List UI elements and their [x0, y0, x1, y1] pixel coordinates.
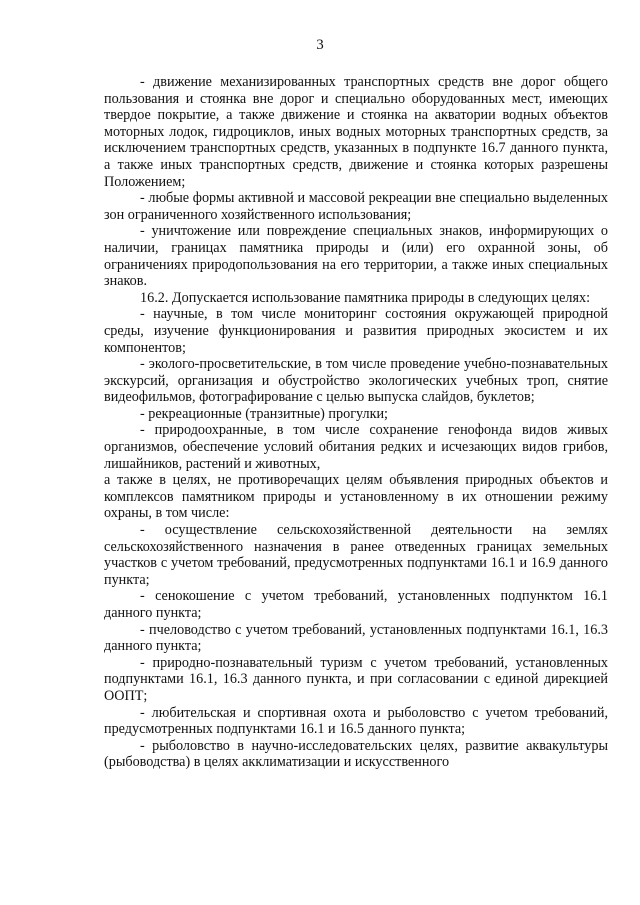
paragraph: - рыболовство в научно-исследовательских целях, развитие аквакультуры (рыбоводства) в целях акклиматизации и искусственного	[104, 737, 608, 771]
paragraph: - любительская и спортивная охота и рыболовство с учетом требований, предусмотренных подпунктами 16.1 и 16.5 данного пункта;	[104, 704, 608, 738]
paragraph: - уничтожение или повреждение специальных знаков, информирующих о наличии, границах памятника природы и (или) его охранной зоны, об ограничениях природопользования на его территории, а также иных специальных знаков.	[104, 223, 608, 290]
paragraph: - эколого-просветительские, в том числе проведение учебно-познавательных экскурсий, организация и обустройство экологических учебных троп, снятие видеофильмов, фотографирование с целью выпуска слайдов, буклетов;	[104, 356, 608, 406]
paragraph: - природно-познавательный туризм с учетом требований, установленных подпунктами 16.1, 16.3 данного пункта, и при согласовании с единой дирекцией ООПТ;	[104, 654, 608, 704]
document-body	[104, 74, 608, 771]
paragraph: - сенокошение с учетом требований, установленных подпунктом 16.1 данного пункта;	[104, 588, 608, 621]
page-number: 3	[316, 37, 324, 53]
paragraph: - любые формы активной и массовой рекреации вне специально выделенных зон ограниченного хозяйственного использования;	[104, 190, 608, 223]
paragraph: 16.2. Допускается использование памятника природы в следующих целях:	[140, 289, 591, 306]
paragraph: - движение механизированных транспортных средств вне дорог общего пользования и стоянка вне дорог и специально оборудованных мест, имеющих твердое покрытие, а также движение и стоянка на акватории водных объектов моторных лодок, гидроциклов, иных водных моторных транспортных средств, за исключением транспортных средств, указанных в подпункте 16.7 данного пункта, а также иных транспортных средств, движение и стоянка которых разрешены Положением;	[104, 74, 608, 190]
paragraph: - пчеловодство с учетом требований, установленных подпунктами 16.1, 16.3 данного пункта;	[104, 621, 608, 655]
paragraph: - рекреационные (транзитные) прогулки;	[140, 405, 389, 422]
paragraph: а также в целях, не противоречащих целям объявления природных объектов и комплексов памятником природы и установленному в их отношении режиму охраны, в том числе:	[104, 472, 608, 522]
paragraph: - научные, в том числе мониторинг состояния окружающей природной среды, изучение функционирования и развития природных экосистем и их компонентов;	[104, 306, 608, 356]
paragraph: - осуществление сельскохозяйственной деятельности на землях сельскохозяйственного назначения в ранее отведенных границах земельных участков с учетом требований, предусмотренных подпунктами 16.1 и 16.9 данного пункта;	[104, 522, 608, 588]
paragraph: - природоохранные, в том числе сохранение генофонда видов живых организмов, обеспечение условий обитания редких и исчезающих видов грибов, лишайников, растений и животных,	[104, 422, 608, 472]
